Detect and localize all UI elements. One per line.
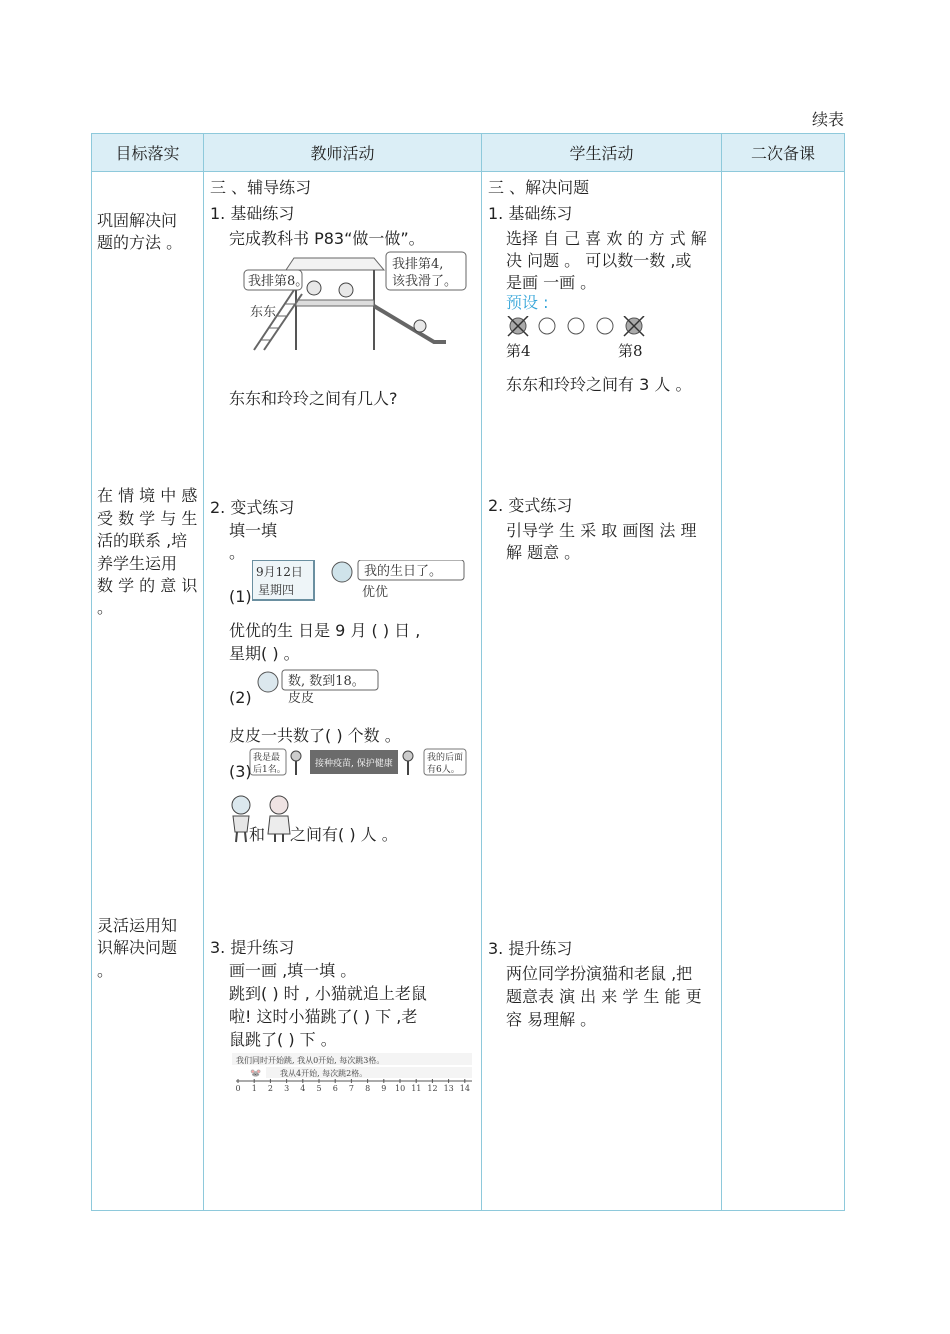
queue-right-line-2: 有6人。 <box>427 765 460 775</box>
birthday-bubble: 我的生日了。 <box>364 564 443 579</box>
teacher-p1-text: 完成教科书 P83“做一做”。 <box>229 229 425 248</box>
bubble-right-line-1: 我排第4, <box>392 257 444 272</box>
crossed-circle-icon <box>508 316 528 336</box>
teacher-p2-title: 2. 变式练习 <box>210 498 295 517</box>
preset-label-4: 第4 <box>506 342 531 360</box>
circle-icon <box>539 318 555 334</box>
number-line-tick-label: 8 <box>365 1084 371 1092</box>
q2-label: (2) <box>229 688 252 707</box>
queue-left-line-2: 后1名。 <box>253 765 286 775</box>
goal-2-line-2: 受 数 学 与 生 <box>97 509 198 528</box>
birthday-calendar-illustration <box>252 560 466 604</box>
counting-boy-illustration <box>252 664 382 704</box>
goal-2-line-3: 活的联系 ,培 <box>97 531 188 550</box>
teacher-p3-title: 3. 提升练习 <box>210 938 295 957</box>
vaccine-banner: 接种疫苗, 保护健康 <box>315 759 393 769</box>
number-line-tick-label: 1 <box>251 1084 257 1092</box>
goals-cell <box>92 172 204 1211</box>
number-line-tick-label: 6 <box>332 1084 338 1092</box>
number-line-tick-label: 7 <box>348 1084 354 1092</box>
q1-label: (1) <box>229 587 252 606</box>
student-p2-text-1: 引导学 生 采 取 画图 法 理 <box>506 521 697 540</box>
teacher-p1-question: 东东和玲玲之间有几人? <box>229 389 398 408</box>
student-p1-text-1: 选择 自 己 喜 欢 的 方 式 解 <box>506 229 707 248</box>
second-prep-cell <box>722 172 845 1211</box>
header-student: 学生活动 <box>482 134 722 172</box>
student-p2-title: 2. 变式练习 <box>488 496 573 515</box>
queue-right-line-1: 我的后面 <box>427 753 464 763</box>
girl-figure-icon <box>266 794 292 844</box>
number-line-tick-label: 14 <box>459 1084 470 1092</box>
dongdong-label: 东东 <box>250 305 277 320</box>
circle-icon <box>597 318 613 334</box>
lesson-plan-table <box>91 133 845 1211</box>
number-line-tick-label: 12 <box>427 1084 438 1092</box>
student-p3-text-1: 两位同学扮演猫和老鼠 ,把 <box>506 964 693 983</box>
teacher-p2-text-2: 。 <box>229 543 246 562</box>
calendar-date: 9月12日 <box>256 565 303 579</box>
table-body-row <box>92 172 845 1211</box>
goal-1-line-2: 题的方法 。 <box>97 233 183 252</box>
q1-line-2: 星期( ) 。 <box>229 644 300 663</box>
number-line-tick-label: 9 <box>381 1084 387 1092</box>
student-p1-text-2: 决 问题 。 可以数一数 ,或 <box>506 251 692 270</box>
page-label: 续表 <box>811 110 844 129</box>
student-p1-title: 1. 基础练习 <box>488 204 573 223</box>
q2-line: 皮皮一共数了( ) 个数 。 <box>229 726 401 745</box>
number-line-tick-label: 3 <box>284 1084 290 1092</box>
preset-circles-diagram <box>506 316 646 360</box>
number-line-tick-label: 0 <box>235 1084 241 1092</box>
goal-1-line-1: 巩固解决问 <box>97 211 178 230</box>
q3-label: (3) <box>229 762 252 781</box>
teacher-p3-line-4: 鼠跳了( ) 下 。 <box>229 1030 337 1049</box>
number-line-tick-label: 13 <box>443 1084 454 1092</box>
header-second-prep: 二次备课 <box>722 134 845 172</box>
student-cell <box>482 172 722 1211</box>
number-line-tick-label: 11 <box>411 1084 422 1092</box>
header-goals: 目标落实 <box>92 134 204 172</box>
teacher-p2-text-1: 填一填 <box>229 521 278 540</box>
student-p2-text-2: 解 题意 。 <box>506 543 581 562</box>
teacher-cell <box>204 172 482 1211</box>
teacher-p1-title: 1. 基础练习 <box>210 204 295 223</box>
cat-mouse-number-line <box>228 1052 476 1092</box>
goal-3-line-3: 。 <box>97 961 114 980</box>
student-p3-text-3: 容 易理解 。 <box>506 1010 597 1029</box>
number-line-bottom-note: 我从4开始, 每次跳2格。 <box>280 1069 368 1078</box>
teacher-section-title: 三 、辅导练习 <box>210 178 312 197</box>
student-p1-answer: 东东和玲玲之间有 3 人 。 <box>506 375 692 394</box>
bubble-left-text: 我排第8。 <box>248 274 309 289</box>
table-header-row <box>92 134 845 172</box>
header-teacher: 教师活动 <box>204 134 482 172</box>
playground-slide-illustration <box>234 250 470 356</box>
teacher-p3-line-2: 跳到( ) 时 , 小猫就追上老鼠 <box>229 984 427 1003</box>
count-bubble: 数, 数到18。 <box>288 674 365 689</box>
goal-3-line-2: 识解决问题 <box>97 938 178 957</box>
number-line-tick-label: 10 <box>395 1084 406 1092</box>
goal-3-line-1: 灵活运用知 <box>97 916 178 935</box>
svg-text:🐭: 🐭 <box>250 1069 262 1079</box>
student-p1-text-3: 是画 一画 。 <box>506 273 597 292</box>
preset-label: 预设 : <box>506 293 549 312</box>
student-section-title: 三 、解决问题 <box>488 178 590 197</box>
student-p3-text-2: 题意表 演 出 来 学 生 能 更 <box>506 987 702 1006</box>
goal-2-line-1: 在 情 境 中 感 <box>97 486 198 505</box>
youyou-label: 优优 <box>362 585 389 600</box>
vaccine-queue-illustration <box>248 748 468 778</box>
student-p3-title: 3. 提升练习 <box>488 939 573 958</box>
number-line-tick-label: 5 <box>316 1084 322 1092</box>
circle-icon <box>568 318 584 334</box>
calendar-weekday: 星期四 <box>258 583 295 597</box>
number-line-tick-label: 4 <box>300 1084 306 1092</box>
q1-line-1: 优优的生 日是 9 月 ( ) 日 , <box>229 621 421 640</box>
goal-2-line-5: 数 学 的 意 识 <box>97 576 198 595</box>
queue-left-line-1: 我是最 <box>253 753 281 763</box>
teacher-p3-line-1: 画一画 ,填一填 。 <box>229 961 357 980</box>
q3-between: 之间有( ) 人 。 <box>290 825 398 844</box>
number-line-top-note: 我们同时开始跳, 我从0开始, 每次跳3格。 <box>236 1056 385 1065</box>
preset-label-8: 第8 <box>618 342 643 360</box>
teacher-p3-line-3: 啦! 这时小猫跳了( ) 下 ,老 <box>229 1007 418 1026</box>
bubble-right-line-2: 该我滑了。 <box>392 274 458 289</box>
pipi-label: 皮皮 <box>288 691 315 704</box>
goal-2-line-4: 养学生运用 <box>97 554 178 573</box>
number-line-tick-label: 2 <box>267 1084 273 1092</box>
q3-and: 和 <box>249 825 266 844</box>
goal-2-line-6: 。 <box>97 598 114 617</box>
crossed-circle-icon <box>624 316 644 336</box>
